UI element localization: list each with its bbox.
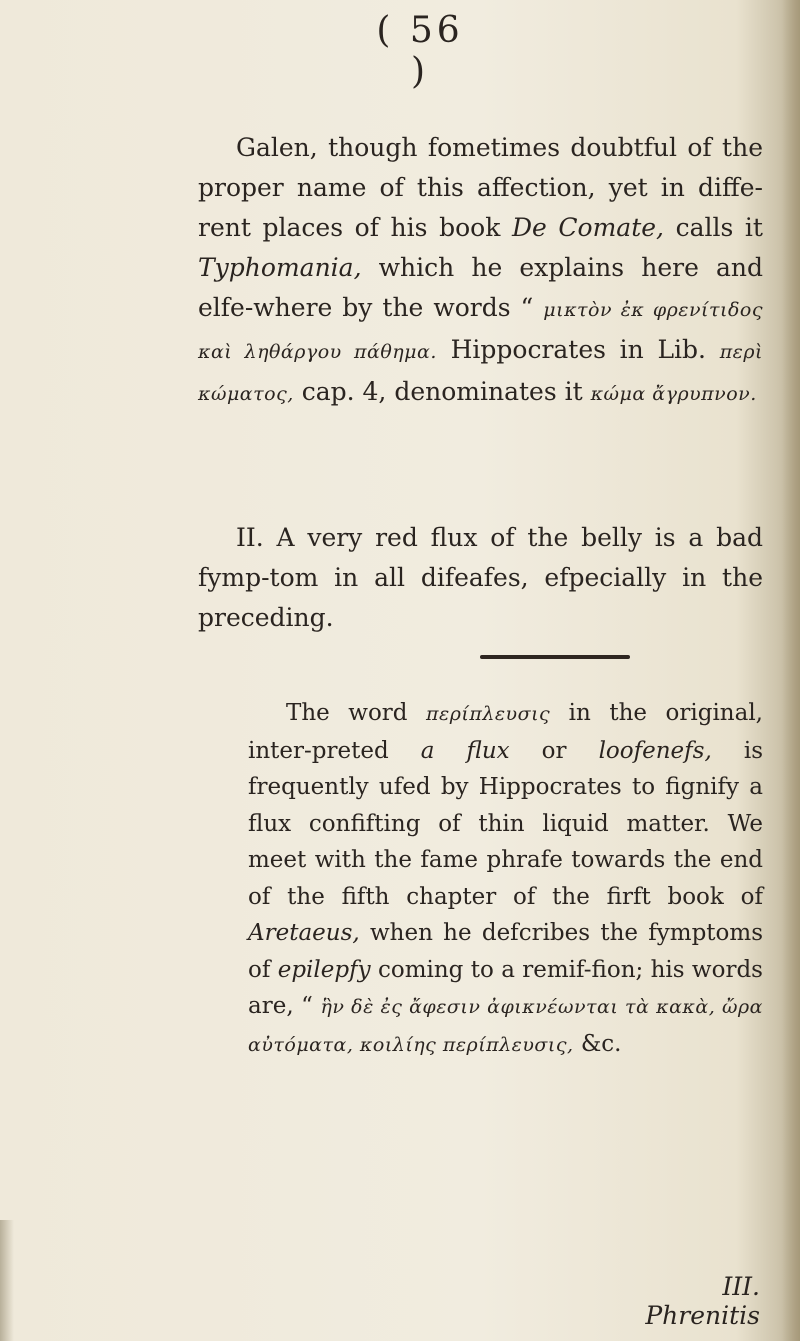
note-loofenefs: loofenefs, [598, 737, 712, 764]
note-text-2: in the original, inter-preted [248, 700, 763, 764]
gutter-shadow [0, 1220, 14, 1341]
note-flux: a flux [420, 737, 510, 764]
para1-text-4: Hippocrates in Lib. [436, 335, 720, 364]
paragraph-flux [198, 518, 763, 638]
page-edge-shadow [782, 0, 800, 1341]
term-typhomania: Typhomania, [198, 253, 362, 282]
footnote [248, 695, 763, 1063]
para1-text-2: calls it [663, 213, 763, 242]
greek-quote-3: κώμα ἄγρυπνον. [590, 383, 757, 405]
para1-text-1: Galen, though fometimes doubtful of the proper name of this affection, yet in diffe-rent places of his book [198, 133, 763, 242]
note-greek-2: ἣν δὲ ἐς ἄφεσιν ἀφικνέωνται τὰ κακὰ, ὤρα αὐτόματα, κοιλίης περίπλευσις, [248, 996, 763, 1056]
para2-text: II. A very red flux of the belly is a bad fymp-tom in all difeafes, efpecially in the preceding. [198, 523, 763, 632]
note-text-1: The word [286, 700, 427, 726]
note-text-5: when he defcribes the fymptoms of [248, 920, 763, 983]
greek-quote-1: μικτὸν ἐκ φρενίτιδος καὶ ληθάργου πάθημα. [198, 299, 763, 363]
book-title: De Comate, [511, 213, 664, 242]
catchword: III. Phrenitis [645, 1272, 760, 1330]
note-text-7: &c. [573, 1030, 622, 1057]
note-text-4: is frequently ufed by Hippocrates to fignify a flux confifting of thin liquid matter. We meet with the fame phrafe towards the end of the fifth chapter of the firft book of [248, 737, 763, 910]
note-text-3: or [509, 737, 599, 764]
paragraph-galen [198, 128, 763, 414]
greek-quote-2: περὶ κώματος, [198, 341, 763, 405]
note-text-6: coming to a remif-fion; his words are, “ [248, 956, 763, 1019]
divider-rule [480, 655, 630, 659]
page-number: ( 56 ) [376, 10, 464, 92]
note-greek-1: περίπλευσις [426, 703, 551, 725]
para1-text-3: which he explains here and elfe-where by the words “ [198, 253, 763, 322]
note-epilepfy: epilepfy [277, 956, 371, 983]
para1-text-5: cap. 4, denominates it [293, 377, 591, 406]
note-aretaeus: Aretaeus, [248, 920, 360, 946]
